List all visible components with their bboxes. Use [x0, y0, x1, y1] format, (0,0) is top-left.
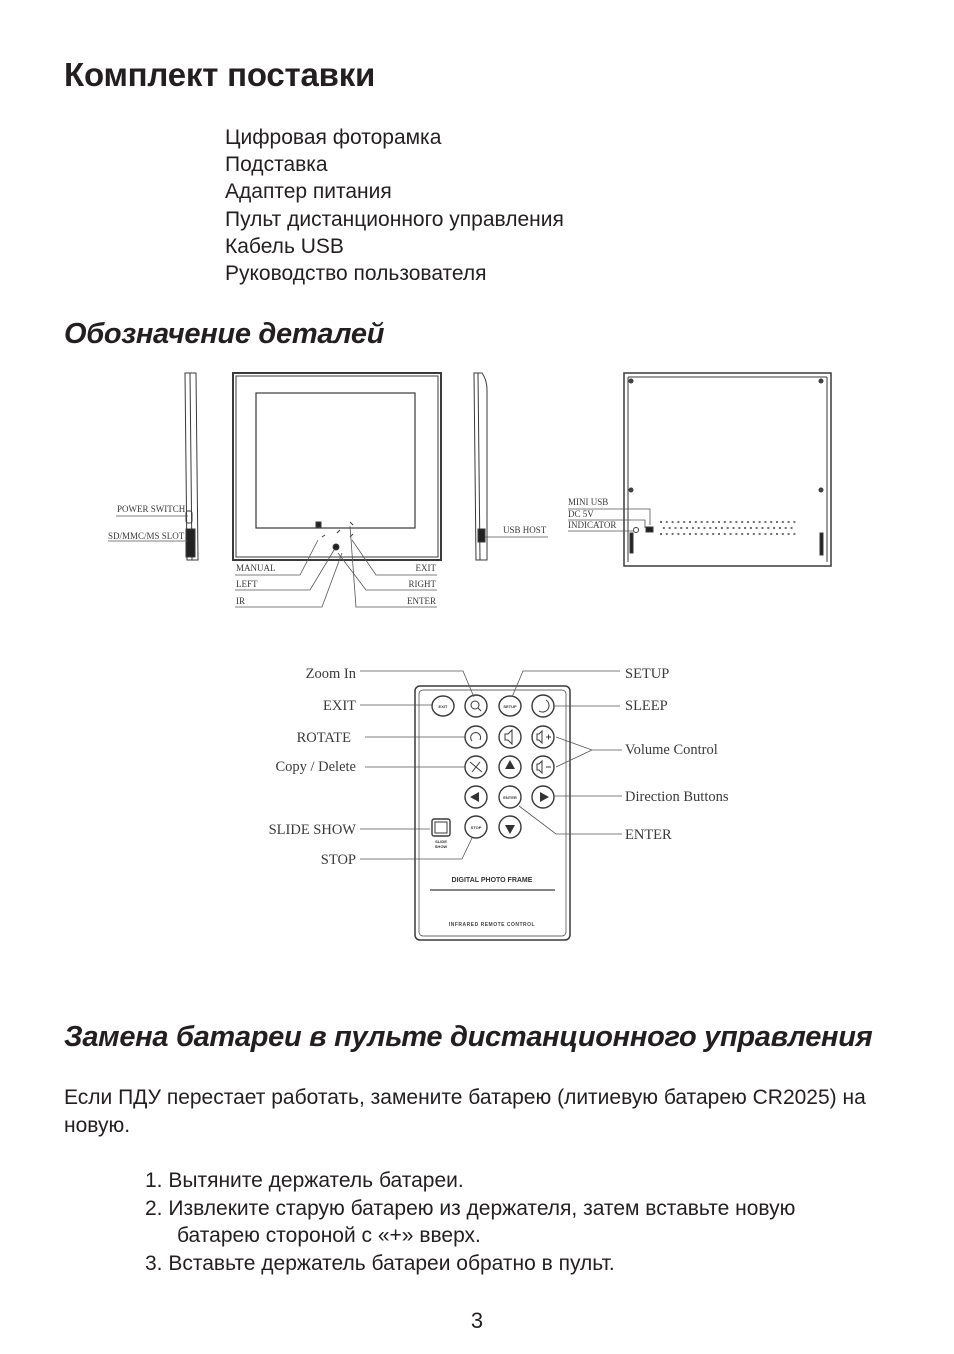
- volume-down-key: [532, 756, 554, 778]
- volume-up-key: [532, 726, 554, 748]
- label-usb-host: USB HOST: [503, 525, 547, 535]
- kit-item: Цифровая фоторамка: [225, 126, 442, 149]
- label-sleep: SLEEP: [625, 698, 668, 714]
- frame-front-view: [233, 373, 441, 560]
- label-manual: MANUAL: [236, 563, 276, 573]
- step-text-continued: батарею стороной с «+» вверх.: [177, 1224, 481, 1247]
- label-card-slot: SD/MMC/MS SLOT: [108, 531, 185, 541]
- left-key: [465, 786, 487, 808]
- kit-list: [225, 124, 564, 287]
- label-zoom-in: Zoom In: [305, 666, 356, 682]
- setup-key-text: SETUP: [503, 704, 517, 709]
- label-direction-buttons: Direction Buttons: [625, 789, 729, 805]
- slideshow-key: [432, 819, 450, 836]
- zoom-in-key: [465, 695, 487, 717]
- label-slide-show: SLIDE SHOW: [268, 822, 356, 838]
- label-volume-control: Volume Control: [625, 742, 718, 758]
- step-number: 3.: [145, 1251, 163, 1275]
- section-heading-parts: Обозначение деталей: [64, 318, 385, 350]
- kit-item: Руководство пользователя: [225, 262, 487, 286]
- section-heading-battery: Замена батареи в пульте дистанционного управления: [64, 1021, 873, 1053]
- frame-diagram: [0, 360, 954, 620]
- kit-item: Пульт дистанционного управления: [225, 207, 564, 231]
- frame-back-view: [624, 373, 831, 566]
- label-ir: IR: [236, 596, 245, 606]
- label-enter-key: ENTER: [625, 827, 672, 843]
- kit-item: Адаптер питания: [225, 180, 392, 204]
- remote-body: [415, 686, 570, 940]
- remote-brand: DIGITAL PHOTO FRAME: [451, 877, 533, 884]
- right-key: [532, 786, 554, 808]
- step-text: Вытяните держатель батареи.: [168, 1169, 464, 1192]
- label-enter: ENTER: [407, 596, 436, 606]
- mute-key: [499, 726, 521, 748]
- label-stop: STOP: [320, 852, 356, 868]
- remote-diagram: [0, 650, 954, 950]
- battery-step: [145, 1195, 925, 1250]
- label-copy-delete: Copy / Delete: [275, 759, 356, 775]
- exit-key-text: EXIT: [438, 704, 448, 709]
- label-indicator: INDICATOR: [568, 520, 617, 530]
- slideshow-key-text-1: SLIDE: [435, 839, 447, 844]
- step-number: 1.: [145, 1169, 163, 1192]
- step-text: Извлеките старую батарею из держателя, затем вставьте новую: [168, 1196, 796, 1220]
- step-text: Вставьте держатель батареи обратно в пульт.: [168, 1251, 615, 1275]
- kit-item: Подставка: [225, 153, 328, 177]
- up-key: [499, 756, 521, 778]
- label-mini-usb: MINI USB: [568, 497, 609, 507]
- battery-step: [145, 1167, 925, 1195]
- remote-footer: INFRARED REMOTE CONTROL: [448, 922, 536, 928]
- frame-side-view-left: [185, 373, 198, 560]
- battery-intro: Если ПДУ перестает работать, замените батарею (литиевую батарею CR2025) на новую.: [64, 1086, 866, 1137]
- copy-delete-key: [465, 756, 487, 778]
- label-rotate: ROTATE: [296, 730, 351, 746]
- battery-steps: [145, 1167, 925, 1277]
- battery-step: [145, 1250, 925, 1278]
- label-power-switch: POWER SWITCH: [117, 504, 186, 514]
- label-left: LEFT: [236, 579, 258, 589]
- page-number: 3: [470, 1308, 484, 1333]
- label-exit-key: EXIT: [322, 698, 356, 714]
- section-heading-kit: Комплект поставки: [64, 56, 376, 93]
- stop-key-text: STOP: [470, 825, 482, 830]
- label-exit: EXIT: [415, 563, 436, 573]
- enter-key-text: ENTER: [503, 795, 517, 800]
- rotate-key: [465, 726, 487, 748]
- label-right: RIGHT: [408, 579, 436, 589]
- step-number: 2.: [145, 1196, 163, 1220]
- frame-side-view-right: [474, 373, 487, 560]
- label-setup: SETUP: [625, 666, 670, 682]
- slideshow-key-text-2: SHOW: [434, 844, 448, 849]
- label-dc-5v: DC 5V: [568, 509, 594, 519]
- down-key: [499, 816, 521, 838]
- kit-item: Кабель USB: [225, 234, 344, 258]
- sleep-key: [532, 695, 554, 717]
